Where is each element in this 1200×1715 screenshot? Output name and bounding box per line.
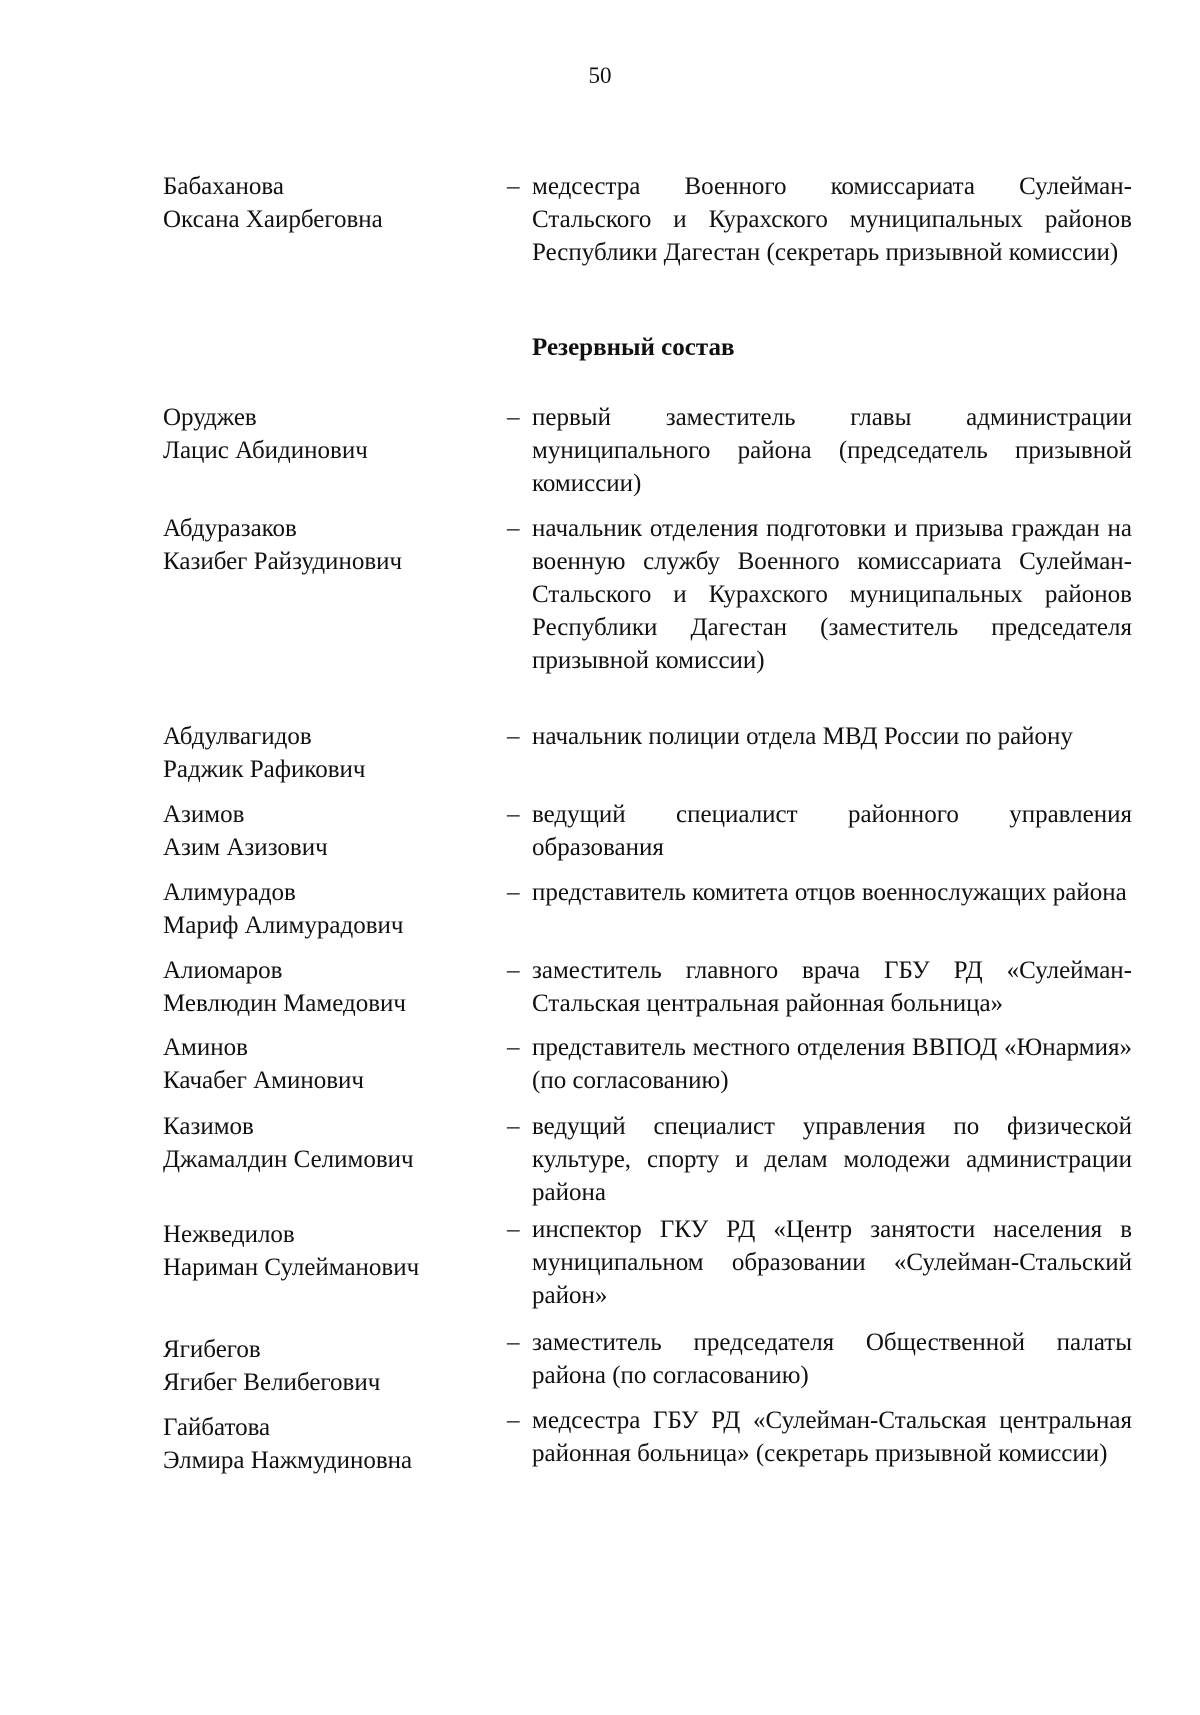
member-surname: Аминов [163, 1034, 248, 1061]
member-given-names: Мариф Алимурадович [163, 912, 404, 939]
dash: – [507, 1329, 520, 1356]
member-given-names: Оксана Хаирбеговна [163, 206, 383, 233]
dash: – [507, 1407, 520, 1434]
member-given-names: Лацис Абидинович [163, 437, 368, 464]
dash: – [507, 801, 520, 828]
member-name [163, 401, 493, 467]
member-given-names: Нариман Сулейманович [163, 1254, 420, 1281]
member-position [507, 512, 1132, 677]
member-position-text: начальник отделения подготовки и призыва граждан на военную службу Военного комиссариата Сулейман-Стальского и Курахского муниципальных районов Республики Дагестан (заместитель председателя призывной комиссии) [532, 515, 1132, 674]
member-position-text: заместитель председателя Общественной палаты района (по согласованию) [532, 1329, 1132, 1389]
member-given-names: Раджик Рафикович [163, 756, 366, 783]
member-given-names: Ягибег Велибегович [163, 1369, 381, 1396]
member-name [163, 512, 493, 578]
member-position [507, 876, 1132, 909]
member-given-names: Азим Азизович [163, 834, 328, 861]
member-surname: Азимов [163, 801, 245, 828]
dash: – [507, 173, 520, 200]
member-name [163, 798, 493, 864]
member-given-names: Мевлюдин Мамедович [163, 990, 406, 1017]
member-position [507, 798, 1132, 864]
member-given-names: Элмира Нажмудиновна [163, 1447, 413, 1474]
member-position [507, 954, 1132, 1020]
member-name [163, 1411, 493, 1477]
member-surname: Абдулвагидов [163, 723, 312, 750]
member-position-text: медсестра ГБУ РД «Сулейман-Стальская центральная районная больница» (секретарь призывной комиссии) [532, 1407, 1132, 1467]
member-position [507, 1110, 1132, 1209]
member-surname: Алимурадов [163, 879, 296, 906]
member-position [507, 720, 1132, 753]
member-position-text: ведущий специалист районного управления образования [532, 801, 1132, 861]
member-name [163, 720, 493, 786]
member-position [507, 1326, 1132, 1392]
reserve-heading: Резервный состав [532, 334, 735, 361]
dash: – [507, 957, 520, 984]
dash: – [507, 1216, 520, 1243]
member-position [507, 170, 1132, 269]
member-name [163, 1333, 493, 1399]
member-position [507, 401, 1132, 500]
member-surname: Абдуразаков [163, 515, 297, 542]
member-name [163, 170, 493, 236]
dash: – [507, 404, 520, 431]
member-position-text: ведущий специалист управления по физической культуре, спорту и делам молодежи администрации района [532, 1113, 1132, 1206]
member-name [163, 876, 493, 942]
member-name [163, 1110, 493, 1176]
member-position [507, 1404, 1132, 1470]
member-position-text: медсестра Военного комиссариата Сулейман-Стальского и Курахского муниципальных районов Республики Дагестан (секретарь призывной комиссии) [532, 173, 1132, 266]
member-position [507, 1213, 1132, 1312]
member-given-names: Джамалдин Селимович [163, 1146, 414, 1173]
member-position-text: инспектор ГКУ РД «Центр занятости населения в муниципальном образовании «Сулейман-Стальский район» [532, 1216, 1132, 1309]
member-name [163, 1218, 493, 1284]
member-name [163, 954, 493, 1020]
dash: – [507, 723, 520, 750]
member-surname: Оруджев [163, 404, 257, 431]
member-position-text: первый заместитель главы администрации муниципального района (председатель призывной комиссии) [532, 404, 1132, 497]
dash: – [507, 1034, 520, 1061]
dash: – [507, 515, 520, 542]
member-surname: Казимов [163, 1113, 254, 1140]
page-number: 50 [588, 63, 612, 88]
member-given-names: Качабег Аминович [163, 1067, 364, 1094]
member-surname: Бабаханова [163, 173, 284, 200]
member-position-text: представитель комитета отцов военнослужащих района [532, 879, 1127, 906]
member-given-names: Казибег Райзудинович [163, 548, 403, 575]
member-surname: Гайбатова [163, 1414, 271, 1441]
member-position-text: представитель местного отделения ВВПОД «Юнармия» (по согласованию) [532, 1034, 1132, 1094]
member-surname: Нежведилов [163, 1221, 295, 1248]
member-name [163, 1031, 493, 1097]
dash: – [507, 1113, 520, 1140]
member-position [507, 1031, 1132, 1097]
dash: – [507, 879, 520, 906]
member-surname: Ягибегов [163, 1336, 261, 1363]
member-position-text: начальник полиции отдела МВД России по району [532, 723, 1073, 750]
member-position-text: заместитель главного врача ГБУ РД «Сулейман-Стальская центральная районная больница» [532, 957, 1132, 1017]
member-surname: Алиомаров [163, 957, 283, 984]
